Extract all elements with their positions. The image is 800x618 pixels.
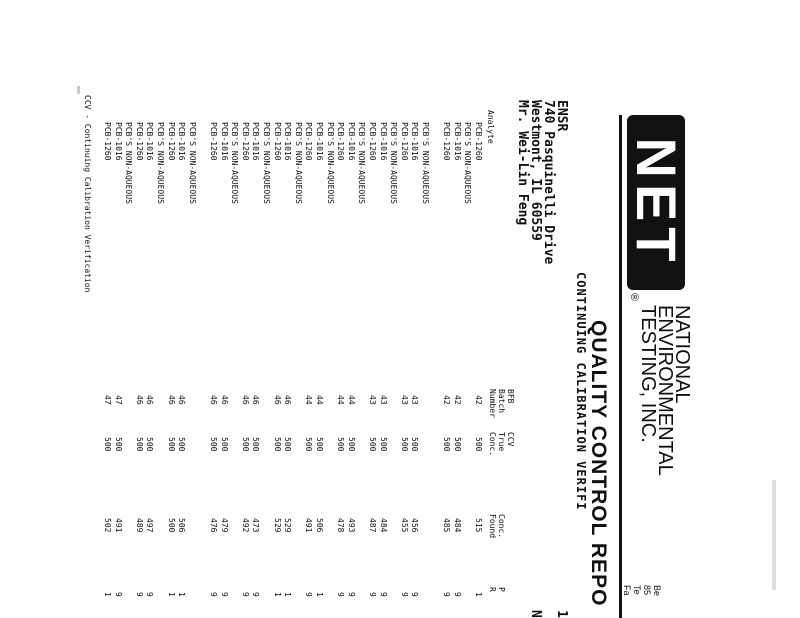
batch-cell: 44 [315, 395, 324, 405]
header-line: CCV [506, 432, 515, 447]
percent-cell: 1 [283, 592, 293, 597]
analyte-cell: PCB-1260 [209, 122, 218, 161]
company-name-line3: TESTING, INC. [637, 305, 659, 443]
table-row [452, 0, 463, 618]
page-marker: N [528, 610, 543, 618]
page-marker: 1 [554, 610, 569, 618]
found-conc-cell: 500 [166, 518, 176, 533]
analyte-cell: PCB-1016 [113, 122, 123, 161]
table-row [208, 0, 219, 618]
percent-cell: 1 [177, 592, 187, 597]
batch-cell: 43 [368, 395, 377, 405]
analyte-cell: PCB'S NON-AQUEOUS [156, 122, 165, 204]
report-title: QUALITY CONTROL REPO [587, 320, 610, 607]
table-row [367, 0, 378, 618]
analyte-cell: PCB-1016 [251, 122, 261, 161]
table-row [293, 0, 304, 618]
batch-cell: 42 [452, 395, 462, 405]
table-row [240, 0, 251, 618]
table-row [325, 0, 336, 618]
found-conc-cell: 489 [134, 518, 144, 533]
found-conc-cell: 515 [474, 518, 483, 533]
header-line: Found [488, 514, 497, 539]
percent-cell: 9 [145, 592, 155, 597]
header-line: Batch [497, 389, 506, 414]
true-conc-cell: 500 [346, 437, 356, 452]
found-conc-cell: 456 [410, 518, 420, 533]
analyte-cell: PCB-1260 [368, 122, 377, 161]
percent-cell: 9 [304, 592, 314, 597]
true-conc-cell: 500 [113, 437, 123, 452]
analyte-cell: PCB'S NON-AQUEOUS [463, 122, 473, 204]
batch-cell: 42 [442, 395, 452, 405]
true-conc-cell: 500 [304, 437, 314, 452]
table-row [166, 0, 177, 618]
percent-cell: 1 [272, 592, 282, 597]
found-conc-cell: 476 [209, 518, 218, 533]
table-row [441, 0, 452, 618]
table-row [176, 0, 187, 618]
found-conc-cell: 455 [399, 518, 409, 533]
logo-text: NET [625, 137, 688, 268]
percent-cell: 9 [113, 592, 123, 597]
true-conc-cell: 500 [209, 437, 218, 452]
registered-mark: ® [628, 293, 640, 302]
percent-cell: 9 [219, 592, 229, 597]
true-conc-cell: 500 [315, 437, 324, 452]
header-fragment-line: Fa [622, 585, 632, 596]
true-conc-cell: 500 [251, 437, 261, 452]
client-attention: Mr. Wei-Lin Feng [515, 100, 530, 226]
analyte-cell: PCB-1260 [442, 122, 452, 161]
analyte-cell: PCB-1016 [315, 122, 324, 161]
header-line: BFB [506, 389, 515, 404]
analyte-cell: PCB-1016 [219, 122, 229, 161]
company-name-line2: ENVIRONMENTAL [654, 305, 676, 476]
table-row [219, 0, 230, 618]
column-header-conc-found [488, 514, 515, 538]
table-row [314, 0, 325, 618]
batch-cell: 43 [410, 395, 420, 405]
true-conc-cell: 500 [474, 437, 483, 452]
analyte-cell: PCB-1260 [166, 122, 176, 161]
analyte-cell: PCB-1016 [378, 122, 388, 161]
table-row [420, 0, 431, 618]
batch-cell: 46 [272, 395, 282, 405]
analyte-cell: PCB-1016 [145, 122, 155, 161]
percent-cell: 9 [346, 592, 356, 597]
batch-cell: 42 [474, 395, 483, 405]
batch-cell: 46 [177, 395, 187, 405]
percent-cell: 9 [399, 592, 409, 597]
analyte-cell: PCB-1016 [177, 122, 187, 161]
table-row [473, 0, 484, 618]
table-row [303, 0, 314, 618]
batch-cell: 44 [346, 395, 356, 405]
table-row [197, 0, 208, 618]
percent-cell: 1 [103, 592, 112, 597]
batch-cell: 46 [283, 395, 293, 405]
analyte-cell: PCB'S NON-AQUEOUS [389, 122, 399, 204]
net-logo [625, 115, 688, 290]
header-line: R [488, 587, 497, 592]
percent-cell: 9 [410, 592, 420, 597]
table-row [144, 0, 155, 618]
header-line: Conc. [497, 514, 506, 539]
table-row [378, 0, 389, 618]
analyte-cell: PCB-1260 [399, 122, 409, 161]
table-row [282, 0, 293, 618]
found-conc-cell: 502 [103, 518, 112, 533]
analyte-cell: PCB'S NON-AQUEOUS [262, 122, 271, 204]
table-row [388, 0, 399, 618]
header-line: Conc. [488, 432, 497, 457]
header-fragment-line: Te [632, 585, 642, 595]
percent-cell: 9 [209, 592, 218, 597]
true-conc-cell: 500 [368, 437, 377, 452]
true-conc-cell: 500 [177, 437, 187, 452]
scan-noise [772, 480, 776, 590]
header-line: Number [488, 389, 497, 418]
table-row [134, 0, 145, 618]
found-conc-cell: 478 [336, 518, 346, 533]
true-conc-cell: 500 [103, 437, 112, 452]
table-row [272, 0, 283, 618]
table-row [123, 0, 134, 618]
column-header-true-conc [488, 432, 515, 456]
true-conc-cell: 500 [442, 437, 452, 452]
scan-noise [77, 86, 80, 94]
header-fragment-line: 85 [642, 585, 652, 596]
header-right-fragment [622, 585, 662, 596]
analyte-cell: PCB-1260 [336, 122, 346, 161]
batch-cell: 43 [399, 395, 409, 405]
batch-cell: 43 [378, 395, 388, 405]
percent-cell: 9 [134, 592, 144, 597]
batch-cell: 46 [251, 395, 261, 405]
true-conc-cell: 500 [378, 437, 388, 452]
batch-cell: 44 [304, 395, 314, 405]
analyte-cell: PCB'S NON-AQUEOUS [293, 122, 303, 204]
table-row [346, 0, 357, 618]
table-row [356, 0, 367, 618]
true-conc-cell: 500 [452, 437, 462, 452]
analyte-cell: PCB-1016 [452, 122, 462, 161]
true-conc-cell: 500 [145, 437, 155, 452]
table-row [229, 0, 240, 618]
found-conc-cell: 487 [368, 518, 377, 533]
found-conc-cell: 506 [315, 518, 324, 533]
table-row [399, 0, 410, 618]
analyte-cell: PCB-1016 [283, 122, 293, 161]
found-conc-cell: 484 [452, 518, 462, 533]
column-header-percent [488, 587, 515, 592]
batch-cell: 47 [113, 395, 123, 405]
true-conc-cell: 500 [336, 437, 346, 452]
found-conc-cell: 529 [272, 518, 282, 533]
analyte-cell: PCB-1260 [240, 122, 250, 161]
table-row [155, 0, 166, 618]
client-city: Westmont, IL 60559 [528, 100, 543, 241]
percent-cell: 9 [368, 592, 377, 597]
percent-cell: 9 [336, 592, 346, 597]
batch-cell: 47 [103, 395, 112, 405]
analyte-cell: PCB-1260 [272, 122, 282, 161]
table-row [409, 0, 420, 618]
column-header-batch [488, 389, 515, 418]
found-conc-cell: 485 [442, 518, 452, 533]
batch-cell: 46 [134, 395, 144, 405]
found-conc-cell: 506 [177, 518, 187, 533]
analyte-cell: PCB-1260 [134, 122, 144, 161]
percent-cell: 1 [474, 592, 483, 597]
percent-cell: 1 [315, 592, 324, 597]
true-conc-cell: 500 [272, 437, 282, 452]
analyte-cell: PCB'S NON-AQUEOUS [187, 122, 197, 204]
table-row [431, 0, 442, 618]
analyte-cell: PCB-1260 [304, 122, 314, 161]
analyte-cell: PCB-1016 [346, 122, 356, 161]
analyte-cell: PCB'S NON-AQUEOUS [230, 122, 240, 204]
batch-cell: 46 [145, 395, 155, 405]
table-row [102, 0, 113, 618]
found-conc-cell: 484 [378, 518, 388, 533]
table-row [250, 0, 261, 618]
percent-cell: 9 [442, 592, 452, 597]
column-header-analyte: Analyte [486, 110, 495, 144]
analyte-cell: PCB'S NON-AQUEOUS [421, 122, 430, 204]
table-row [187, 0, 198, 618]
batch-cell: 46 [219, 395, 229, 405]
analyte-cell: PCB-1260 [474, 122, 483, 161]
true-conc-cell: 500 [283, 437, 293, 452]
batch-cell: 46 [240, 395, 250, 405]
table-row [462, 0, 473, 618]
company-name-line1: NATIONAL [671, 305, 693, 404]
found-conc-cell: 529 [283, 518, 293, 533]
analyte-cell: PCB'S NON-AQUEOUS [325, 122, 335, 204]
percent-cell: 9 [378, 592, 388, 597]
found-conc-cell: 479 [219, 518, 229, 533]
batch-cell: 44 [336, 395, 346, 405]
table-row [335, 0, 346, 618]
client-org: ENSR [554, 100, 569, 132]
found-conc-cell: 491 [304, 518, 314, 533]
client-street: 740 Pasquinelli Drive [541, 100, 556, 265]
true-conc-cell: 500 [240, 437, 250, 452]
true-conc-cell: 500 [399, 437, 409, 452]
analyte-cell: PCB'S NON-AQUEOUS [124, 122, 134, 204]
found-conc-cell: 493 [346, 518, 356, 533]
report-subtitle: CONTINUING CALIBRATION VERIFI [574, 272, 588, 511]
found-conc-cell: 473 [251, 518, 261, 533]
percent-cell: 9 [251, 592, 261, 597]
header-line: True [497, 432, 506, 452]
true-conc-cell: 500 [410, 437, 420, 452]
analyte-cell: PCB-1016 [410, 122, 420, 161]
found-conc-cell: 491 [113, 518, 123, 533]
true-conc-cell: 500 [134, 437, 144, 452]
header-line: P [497, 587, 506, 592]
table-row [113, 0, 124, 618]
percent-cell: 9 [240, 592, 250, 597]
table-row [261, 0, 272, 618]
batch-cell: 46 [166, 395, 176, 405]
percent-cell: 1 [166, 592, 176, 597]
batch-cell: 46 [209, 395, 218, 405]
true-conc-cell: 500 [166, 437, 176, 452]
analyte-cell: PCB'S NON-AQUEOUS [357, 122, 367, 204]
percent-cell: 9 [452, 592, 462, 597]
true-conc-cell: 500 [219, 437, 229, 452]
footnote: CCV - Continuing Calibration Verification [83, 95, 92, 293]
header-rule [619, 115, 622, 618]
found-conc-cell: 497 [145, 518, 155, 533]
header-fragment-line: Be [652, 585, 662, 597]
analyte-cell: PCB-1260 [103, 122, 112, 161]
found-conc-cell: 492 [240, 518, 250, 533]
